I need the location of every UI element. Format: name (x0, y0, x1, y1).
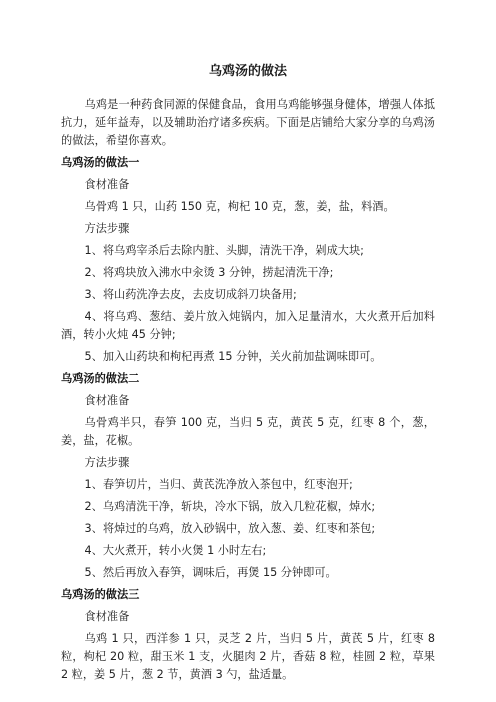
method1-step: 5、加入山药块和枸杞再煮 15 分钟，关火前加盐调味即可。 (84, 350, 382, 363)
method1-ingredients-label: 食材准备 (84, 178, 130, 191)
method1-step: 4、将乌鸡、葱结、姜片放入炖锅内，加入足量清水，大火煮开后加料酒，转小火炖 45 分钟; (61, 310, 435, 341)
method2-step: 4、大火煮开，转小火煲 1 小时左右; (84, 544, 267, 557)
method2-heading: 乌鸡汤的做法二 (61, 372, 140, 385)
method2-step: 3、将焯过的乌鸡，放入砂锅中，放入葱、姜、红枣和茶包; (84, 522, 376, 535)
method3-ingredients: 乌鸡 1 只，西洋参 1 只，灵芝 2 片，当归 5 片，黄芪 5 片，红枣 8 粒，枸杞 20 粒，甜玉米 1 支，火腿肉 2 片，香菇 8 粒，桂圆 2 粒，草果 2 粒，姜 5 片，葱 2 节，黄酒 3 勺，盐适量。 (61, 632, 435, 681)
method2-steps-label: 方法步骤 (84, 456, 130, 469)
method1-ingredients: 乌骨鸡 1 只，山药 150 克，枸杞 10 克，葱，姜，盐，料酒。 (84, 200, 395, 213)
method1-step: 1、将乌鸡宰杀后去除内脏、头脚，清洗干净，剁成大块; (84, 244, 364, 257)
intro-paragraph: 乌鸡是一种药食同源的保健食品，食用乌鸡能够强身健体，增强人体抵抗力，延年益寿，以及辅助治疗诸多疾病。下面是店铺给大家分享的乌鸡汤的做法，希望你喜欢。 (61, 98, 435, 147)
method2-step: 2、乌鸡清洗干净，斩块，冷水下锅，放入几粒花椒，焯水; (84, 500, 376, 513)
method2-ingredients-label: 食材准备 (84, 394, 130, 407)
method2-step: 1、春笋切片，当归、黄芪洗净放入茶包中，红枣泡开; (84, 478, 353, 491)
document-title: 乌鸡汤的做法 (208, 64, 287, 79)
method1-step: 3、将山药洗净去皮，去皮切成斜刀块备用; (84, 288, 297, 301)
method2-ingredients: 乌骨鸡半只，春笋 100 克，当归 5 克，黄芪 5 克，红枣 8 个，葱，姜，盐，花椒。 (61, 416, 435, 447)
method3-heading: 乌鸡汤的做法三 (61, 588, 140, 601)
document-body (61, 96, 435, 688)
method1-steps-label: 方法步骤 (84, 222, 130, 235)
method2-step: 5、然后再放入春笋，调味后，再煲 15 分钟即可。 (84, 566, 337, 579)
method3-ingredients-label: 食材准备 (84, 610, 130, 623)
method1-heading: 乌鸡汤的做法一 (61, 156, 140, 169)
method1-step: 2、将鸡块放入沸水中汆烫 3 分钟，捞起清洗干净; (84, 266, 334, 279)
